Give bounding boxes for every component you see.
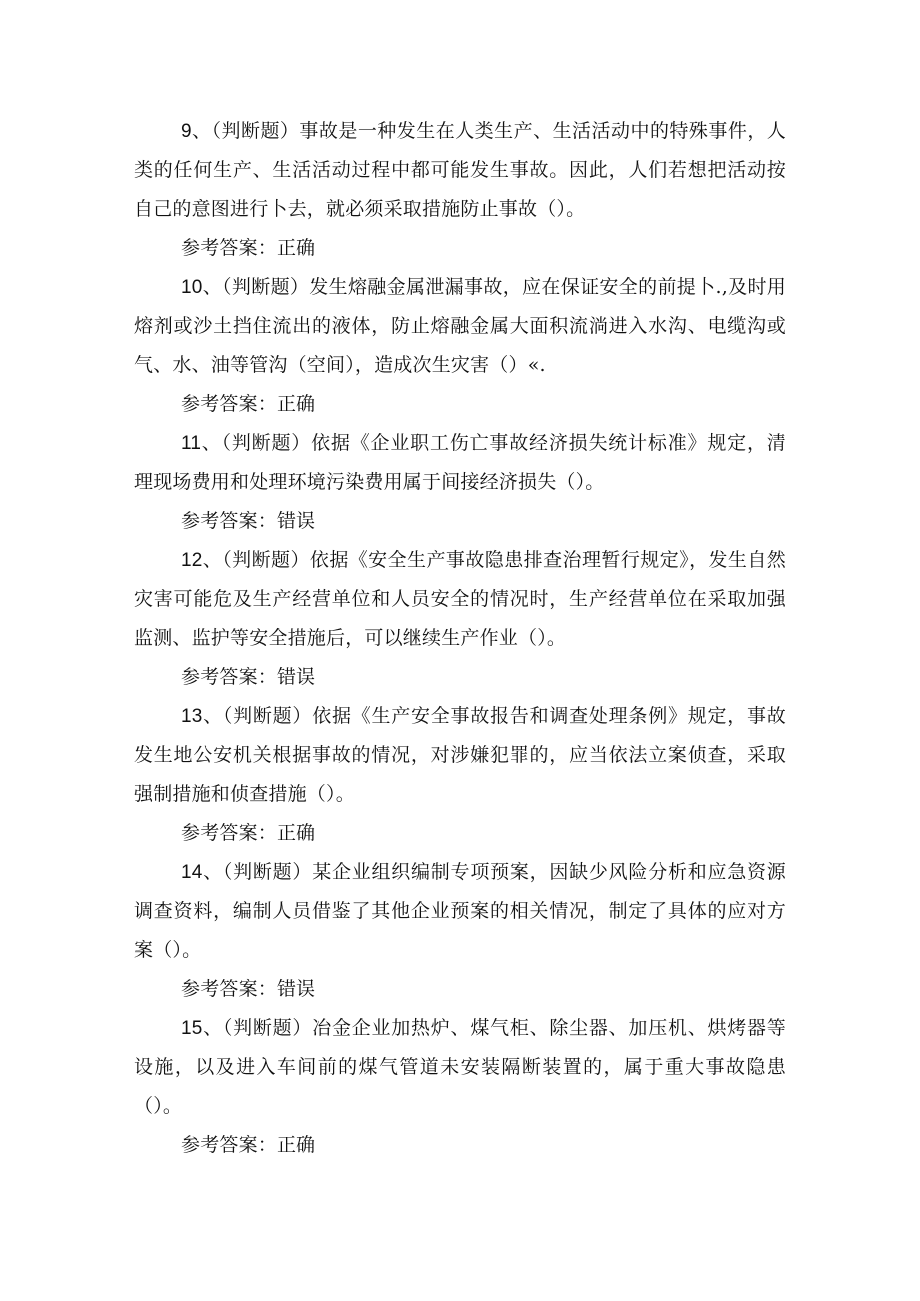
question-number: 10 <box>181 277 203 298</box>
answer-value: 错误 <box>277 510 316 532</box>
answer-label: 参考答案： <box>181 393 278 415</box>
question-14 <box>134 853 786 970</box>
answer-value: 正确 <box>277 237 316 259</box>
question-number: 15 <box>181 1018 203 1039</box>
answer-11 <box>181 502 786 541</box>
answer-13 <box>181 814 786 853</box>
answer-value: 正确 <box>277 822 316 844</box>
question-number: 9 <box>181 121 192 142</box>
question-text: 、（判断题）依据《生产安全事故报告和调查处理条例》规定，事故发生地公安机关根据事故的情况，对涉嫌犯罪的，应当依法立案侦查，采取强制措施和侦查措施（）。 <box>134 705 786 805</box>
question-13 <box>134 697 786 814</box>
question-11 <box>134 424 786 502</box>
answer-9 <box>181 229 786 268</box>
answer-value: 错误 <box>277 978 316 1000</box>
question-text: 、（判断题）依据《企业职工伤亡事故经济损失统计标准》规定，清理现场费用和处理环境污染费用属于间接经济损失（）。 <box>134 432 786 493</box>
answer-15 <box>181 1126 786 1165</box>
answer-value: 正确 <box>277 393 316 415</box>
question-10 <box>134 268 786 385</box>
question-text: 、（判断题）依据《安全生产事故隐患排查治理暂行规定》，发生自然灾害可能危及生产经营单位和人员安全的情况时，生产经营单位在采取加强监测、监护等安全措施后，可以继续生产作业（）。 <box>134 549 786 649</box>
answer-12 <box>181 658 786 697</box>
answer-label: 参考答案： <box>181 510 278 532</box>
question-number: 11 <box>181 433 202 454</box>
question-text: 、（判断题）事故是一种发生在人类生产、生活活动中的特殊事件，人类的任何生产、生活活动过程中都可能发生事故。因此，人们若想把活动按自己的意图进行卜去，就必须采取措施防止事故（）。 <box>134 120 786 220</box>
question-12 <box>134 541 786 658</box>
answer-14 <box>181 970 786 1009</box>
question-9 <box>134 112 786 229</box>
answer-label: 参考答案： <box>181 822 278 844</box>
question-number: 14 <box>181 862 203 883</box>
question-list <box>134 112 786 1165</box>
answer-value: 错误 <box>277 666 316 688</box>
answer-label: 参考答案： <box>181 1134 278 1156</box>
answer-value: 正确 <box>277 1134 316 1156</box>
question-text: 、（判断题）某企业组织编制专项预案，因缺少风险分析和应急资源调查资料，编制人员借鉴了其他企业预案的相关情况，制定了具体的应对方案（）。 <box>134 861 786 961</box>
answer-label: 参考答案： <box>181 237 278 259</box>
answer-label: 参考答案： <box>181 978 278 1000</box>
question-text: 、（判断题）冶金企业加热炉、煤气柜、除尘器、加压机、烘烤器等设施，以及进入车间前的煤气管道未安装隔断装置的，属于重大事故隐患（）。 <box>134 1017 786 1117</box>
answer-10 <box>181 385 786 424</box>
question-15 <box>134 1009 786 1126</box>
answer-label: 参考答案： <box>181 666 278 688</box>
question-number: 13 <box>181 706 203 727</box>
question-text: 、（判断题）发生熔融金属泄漏事故，应在保证安全的前提卜.,及时用熔剂或沙土挡住流出的液体，防止熔融金属大面积流淌进入水沟、电缆沟或气、水、油等管沟（空间），造成次生灾害（）«. <box>134 276 786 376</box>
question-number: 12 <box>181 550 203 571</box>
